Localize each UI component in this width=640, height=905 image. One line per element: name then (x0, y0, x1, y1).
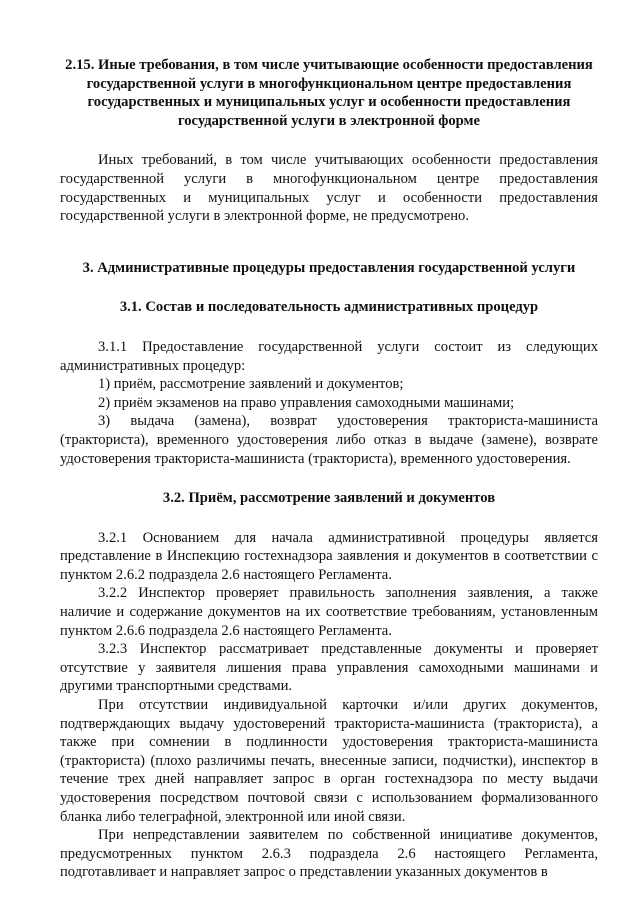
paragraph: При непредставлении заявителем по собственной инициативе документов, предусмотренных пунктом 2.6.3 подраздела 2.6 настоящего Регламента, подготавливает и направляет запрос о представлении указанных документов в (60, 827, 598, 881)
list-item: 2) приём экзаменов на право управления самоходными машинами; (98, 394, 515, 411)
paragraph: 3.2.2 Инспектор проверяет правильность заполнения заявления, а также наличие и содержание документов на их соответствие требованиям, установленным пунктом 2.6.6 подраздела 2.6 настоящего Регламента. (60, 585, 598, 639)
list-item: 1) приём, рассмотрение заявлений и документов; (98, 376, 404, 393)
section-3-1-heading: 3.1. Состав и последовательность административных процедур (119, 299, 539, 316)
spacer (60, 317, 598, 338)
spacer (60, 468, 598, 489)
section-3-2-heading: 3.2. Приём, рассмотрение заявлений и документов (162, 490, 496, 507)
paragraph: При отсутствии индивидуальной карточки и/или других документов, подтверждающих выдачу удостоверений тракториста-машиниста (тракториста), а также при сомнении в подлинности удостоверения тракториста-машиниста (тракториста) (плохо различимы печать, внесенные записи, подчистки), инспектор в течение трех дней направляет запрос в орган гостехнадзора по месту выдачи удостоверения посредством почтовой связи с использованием формализованного бланка либо телеграфной, электронной или иной связи. (60, 697, 598, 825)
spacer (60, 130, 598, 151)
spacer (60, 277, 598, 298)
spacer (60, 226, 598, 259)
section-2-15-heading: 2.15. Иные требования, в том числе учитывающие особенности предоставления государственной услуги в многофункциональном центре предоставления государственных и муниципальных услуг и особенности предоставления государственной услуги в электронной форме (65, 57, 593, 129)
spacer (60, 508, 598, 529)
document-page (60, 56, 598, 882)
section-2-15-body: Иных требований, в том числе учитывающих особенности предоставления государственной услуги в многофункциональном центре предоставления государственных и муниципальных услуг и особенности предоставления государственной услуги в электронной форме, не предусмотрено. (60, 152, 598, 225)
section-3-heading: 3. Административные процедуры предоставления государственной услуги (82, 259, 576, 276)
section-3-1-intro: 3.1.1 Предоставление государственной услуги состоит из следующих административных процедур: (60, 338, 598, 374)
paragraph: 3.2.1 Основанием для начала административной процедуры является представление в Инспекцию гостехнадзора заявления и документов в соответствии с пунктом 2.6.2 подраздела 2.6 настоящего Регламента. (60, 529, 598, 583)
list-item: 3) выдача (замена), возврат удостоверения тракториста-машиниста (тракториста), временного удостоверения либо отказ в выдаче (замене), возврате удостоверения тракториста-машиниста (тракториста), временного удостоверения. (60, 413, 598, 467)
paragraph: 3.2.3 Инспектор рассматривает представленные документы и проверяет отсутствие у заявителя лишения права управления самоходными машинами и другими транспортными средствами. (60, 641, 598, 695)
procedure-list (60, 375, 598, 468)
